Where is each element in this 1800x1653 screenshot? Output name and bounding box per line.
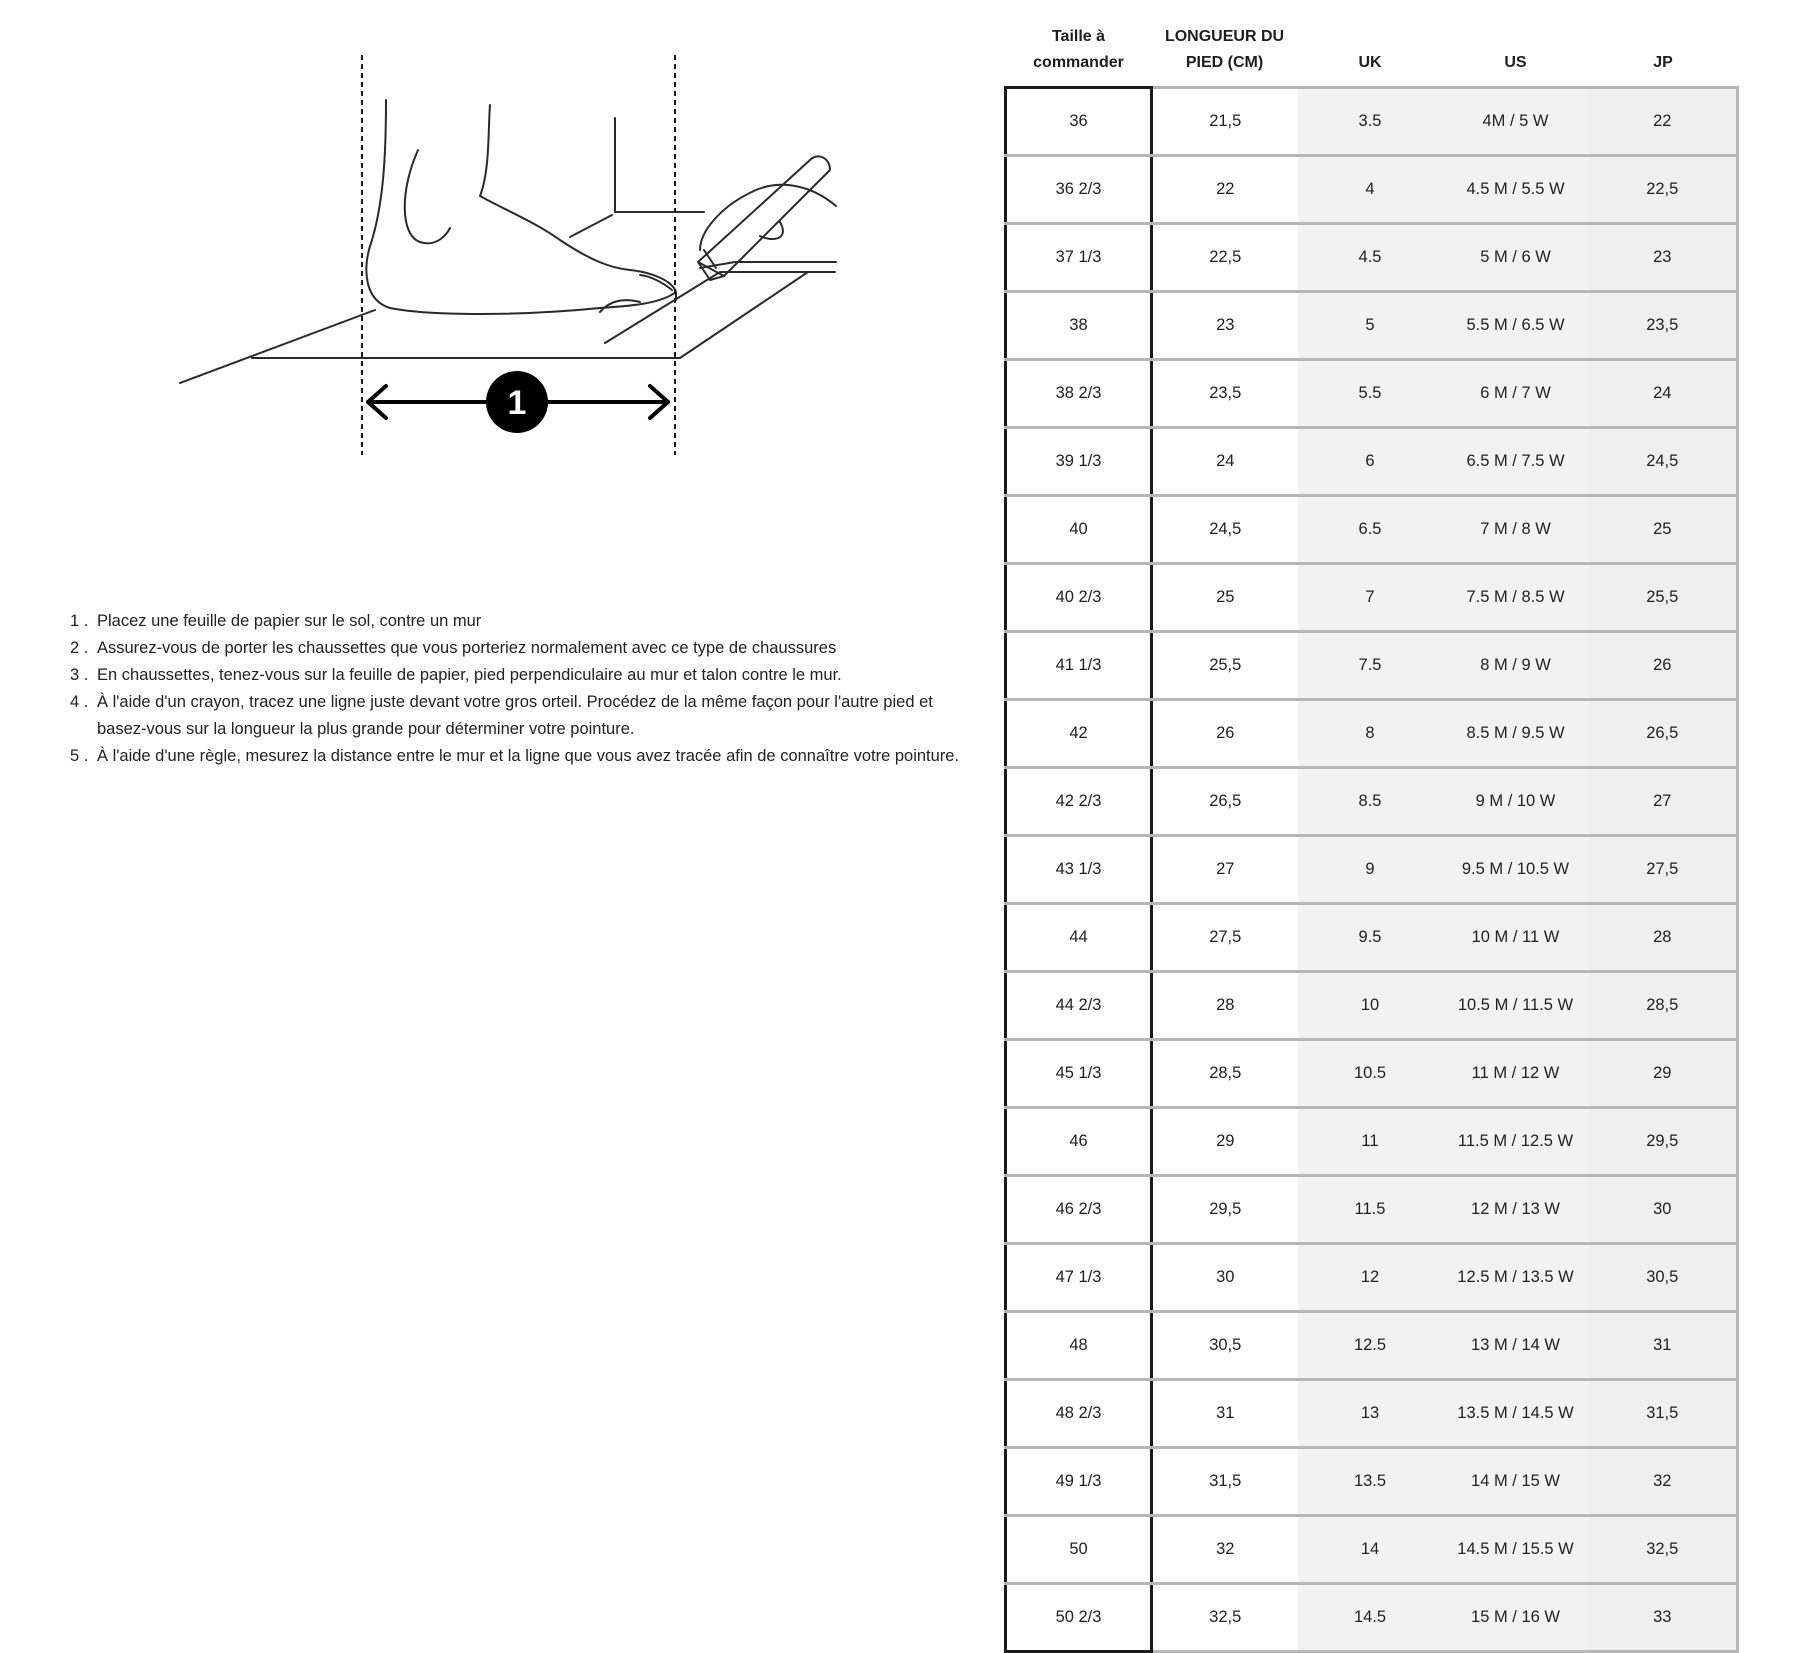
cell-foot-length: 23 [1152, 292, 1298, 360]
table-row [1006, 1312, 1738, 1380]
cell-jp: 28,5 [1589, 972, 1738, 1040]
cell-order-size: 47 1/3 [1006, 1244, 1152, 1312]
measurement-instructions [70, 608, 970, 770]
instruction-text: Placez une feuille de papier sur le sol, contre un mur [97, 612, 482, 630]
cell-uk: 12 [1298, 1244, 1443, 1312]
cell-jp: 29 [1589, 1040, 1738, 1108]
cell-jp: 25,5 [1589, 564, 1738, 632]
cell-order-size: 44 2/3 [1006, 972, 1152, 1040]
cell-uk: 11 [1298, 1108, 1443, 1176]
cell-order-size: 39 1/3 [1006, 428, 1152, 496]
cell-jp: 22 [1589, 88, 1738, 156]
cell-foot-length: 29,5 [1152, 1176, 1298, 1244]
cell-us: 7 M / 8 W [1443, 496, 1589, 564]
cell-order-size: 46 2/3 [1006, 1176, 1152, 1244]
cell-jp: 31 [1589, 1312, 1738, 1380]
cell-jp: 24 [1589, 360, 1738, 428]
header-foot-length: LONGUEUR DU PIED (CM) [1164, 28, 1285, 71]
instruction-text: En chaussettes, tenez-vous sur la feuille de papier, pied perpendiculaire au mur et talon contre le mur. [97, 666, 842, 684]
cell-jp: 31,5 [1589, 1380, 1738, 1448]
cell-us: 11.5 M / 12.5 W [1443, 1108, 1589, 1176]
cell-foot-length: 31 [1152, 1380, 1298, 1448]
cell-foot-length: 22,5 [1152, 224, 1298, 292]
cell-uk: 5.5 [1298, 360, 1443, 428]
table-row [1006, 360, 1738, 428]
table-row [1006, 224, 1738, 292]
cell-foot-length: 32,5 [1152, 1584, 1298, 1652]
cell-foot-length: 28,5 [1152, 1040, 1298, 1108]
instruction-text: Assurez-vous de porter les chaussettes que vous porteriez normalement avec ce type de chaussures [97, 639, 837, 657]
cell-foot-length: 32 [1152, 1516, 1298, 1584]
instruction-number: 1 . [70, 612, 89, 630]
cell-us: 7.5 M / 8.5 W [1443, 564, 1589, 632]
cell-uk: 13 [1298, 1380, 1443, 1448]
header-jp: JP [1653, 54, 1673, 71]
cell-foot-length: 24,5 [1152, 496, 1298, 564]
cell-uk: 4 [1298, 156, 1443, 224]
cell-uk: 6 [1298, 428, 1443, 496]
table-row [1006, 700, 1738, 768]
cell-uk: 9 [1298, 836, 1443, 904]
table-row [1006, 292, 1738, 360]
size-conversion-table [1004, 0, 1739, 1653]
cell-jp: 26,5 [1589, 700, 1738, 768]
cell-us: 14.5 M / 15.5 W [1443, 1516, 1589, 1584]
cell-uk: 12.5 [1298, 1312, 1443, 1380]
cell-jp: 27 [1589, 768, 1738, 836]
table-row [1006, 904, 1738, 972]
cell-order-size: 38 2/3 [1006, 360, 1152, 428]
cell-us: 8 M / 9 W [1443, 632, 1589, 700]
cell-foot-length: 22 [1152, 156, 1298, 224]
instruction-number: 3 . [70, 666, 89, 684]
table-row [1006, 564, 1738, 632]
cell-uk: 14.5 [1298, 1584, 1443, 1652]
table-row [1006, 836, 1738, 904]
cell-uk: 9.5 [1298, 904, 1443, 972]
cell-us: 10 M / 11 W [1443, 904, 1589, 972]
foot-measurement-illustration [150, 45, 850, 475]
instruction-number: 5 . [70, 747, 89, 765]
size-chart [1004, 0, 1744, 1653]
table-row [1006, 496, 1738, 564]
cell-us: 5.5 M / 6.5 W [1443, 292, 1589, 360]
header-order-size: Taille à commander [1033, 28, 1124, 71]
cell-order-size: 41 1/3 [1006, 632, 1152, 700]
cell-order-size: 43 1/3 [1006, 836, 1152, 904]
cell-order-size: 44 [1006, 904, 1152, 972]
cell-foot-length: 26 [1152, 700, 1298, 768]
cell-order-size: 37 1/3 [1006, 224, 1152, 292]
cell-uk: 3.5 [1298, 88, 1443, 156]
cell-us: 8.5 M / 9.5 W [1443, 700, 1589, 768]
table-row [1006, 1176, 1738, 1244]
header-us: US [1504, 54, 1527, 71]
cell-foot-length: 31,5 [1152, 1448, 1298, 1516]
cell-us: 11 M / 12 W [1443, 1040, 1589, 1108]
cell-order-size: 42 2/3 [1006, 768, 1152, 836]
cell-us: 9.5 M / 10.5 W [1443, 836, 1589, 904]
cell-us: 6.5 M / 7.5 W [1443, 428, 1589, 496]
table-header-row [1006, 0, 1738, 88]
cell-jp: 30 [1589, 1176, 1738, 1244]
cell-uk: 4.5 [1298, 224, 1443, 292]
cell-foot-length: 25,5 [1152, 632, 1298, 700]
cell-foot-length: 24 [1152, 428, 1298, 496]
cell-uk: 5 [1298, 292, 1443, 360]
cell-uk: 8 [1298, 700, 1443, 768]
table-row [1006, 1108, 1738, 1176]
cell-order-size: 46 [1006, 1108, 1152, 1176]
cell-foot-length: 21,5 [1152, 88, 1298, 156]
instruction-number: 4 . [70, 693, 89, 711]
instruction-text: À l'aide d'une règle, mesurez la distance entre le mur et la ligne que vous avez tracée afin de connaître votre pointure. [97, 747, 960, 765]
cell-us: 13 M / 14 W [1443, 1312, 1589, 1380]
cell-us: 15 M / 16 W [1443, 1584, 1589, 1652]
cell-order-size: 40 [1006, 496, 1152, 564]
cell-order-size: 48 [1006, 1312, 1152, 1380]
table-row [1006, 1040, 1738, 1108]
cell-jp: 30,5 [1589, 1244, 1738, 1312]
table-row [1006, 88, 1738, 156]
cell-foot-length: 28 [1152, 972, 1298, 1040]
cell-jp: 26 [1589, 632, 1738, 700]
cell-us: 6 M / 7 W [1443, 360, 1589, 428]
instruction-item [70, 689, 970, 743]
cell-order-size: 48 2/3 [1006, 1380, 1152, 1448]
step-marker-label: 1 [507, 384, 527, 422]
cell-jp: 28 [1589, 904, 1738, 972]
cell-jp: 23,5 [1589, 292, 1738, 360]
table-row [1006, 632, 1738, 700]
cell-uk: 13.5 [1298, 1448, 1443, 1516]
cell-jp: 23 [1589, 224, 1738, 292]
cell-foot-length: 30 [1152, 1244, 1298, 1312]
cell-us: 5 M / 6 W [1443, 224, 1589, 292]
cell-us: 13.5 M / 14.5 W [1443, 1380, 1589, 1448]
cell-us: 4M / 5 W [1443, 88, 1589, 156]
cell-uk: 7.5 [1298, 632, 1443, 700]
table-row [1006, 1380, 1738, 1448]
cell-jp: 32,5 [1589, 1516, 1738, 1584]
cell-us: 10.5 M / 11.5 W [1443, 972, 1589, 1040]
cell-jp: 22,5 [1589, 156, 1738, 224]
cell-jp: 32 [1589, 1448, 1738, 1516]
table-row [1006, 1448, 1738, 1516]
cell-jp: 25 [1589, 496, 1738, 564]
cell-uk: 11.5 [1298, 1176, 1443, 1244]
instruction-item [70, 608, 970, 635]
cell-order-size: 50 2/3 [1006, 1584, 1152, 1652]
cell-us: 14 M / 15 W [1443, 1448, 1589, 1516]
cell-foot-length: 29 [1152, 1108, 1298, 1176]
cell-order-size: 36 2/3 [1006, 156, 1152, 224]
cell-jp: 27,5 [1589, 836, 1738, 904]
cell-foot-length: 26,5 [1152, 768, 1298, 836]
table-row [1006, 1584, 1738, 1652]
cell-foot-length: 25 [1152, 564, 1298, 632]
cell-order-size: 49 1/3 [1006, 1448, 1152, 1516]
instruction-item [70, 635, 970, 662]
paper-sheet-icon [252, 272, 808, 358]
cell-us: 12 M / 13 W [1443, 1176, 1589, 1244]
cell-uk: 14 [1298, 1516, 1443, 1584]
floor-line-icon [180, 310, 375, 383]
cell-uk: 6.5 [1298, 496, 1443, 564]
cell-us: 12.5 M / 13.5 W [1443, 1244, 1589, 1312]
table-row [1006, 768, 1738, 836]
cell-order-size: 50 [1006, 1516, 1152, 1584]
cell-jp: 24,5 [1589, 428, 1738, 496]
instruction-item [70, 743, 970, 770]
cell-uk: 8.5 [1298, 768, 1443, 836]
cell-jp: 29,5 [1589, 1108, 1738, 1176]
cell-uk: 7 [1298, 564, 1443, 632]
cell-us: 9 M / 10 W [1443, 768, 1589, 836]
instruction-number: 2 . [70, 639, 89, 657]
cell-foot-length: 23,5 [1152, 360, 1298, 428]
table-row [1006, 428, 1738, 496]
cell-uk: 10 [1298, 972, 1443, 1040]
table-row [1006, 972, 1738, 1040]
table-row [1006, 1516, 1738, 1584]
instruction-item [70, 662, 970, 689]
hand-icon [700, 185, 836, 250]
instruction-text: À l'aide d'un crayon, tracez une ligne juste devant votre gros orteil. Procédez de la même façon pour l'autre pied et basez-vous sur la longueur la plus grande pour déterminer votre pointure. [97, 693, 933, 738]
foot-outline-icon [366, 100, 676, 314]
cell-foot-length: 27 [1152, 836, 1298, 904]
cell-uk: 10.5 [1298, 1040, 1443, 1108]
cell-foot-length: 27,5 [1152, 904, 1298, 972]
cell-foot-length: 30,5 [1152, 1312, 1298, 1380]
cell-order-size: 36 [1006, 88, 1152, 156]
cell-us: 4.5 M / 5.5 W [1443, 156, 1589, 224]
cell-order-size: 40 2/3 [1006, 564, 1152, 632]
cell-order-size: 42 [1006, 700, 1152, 768]
cell-order-size: 45 1/3 [1006, 1040, 1152, 1108]
wall-icon [615, 118, 704, 212]
header-uk: UK [1358, 54, 1382, 71]
table-row [1006, 156, 1738, 224]
cell-jp: 33 [1589, 1584, 1738, 1652]
size-table-body [1006, 88, 1738, 1652]
table-row [1006, 1244, 1738, 1312]
cell-order-size: 38 [1006, 292, 1152, 360]
